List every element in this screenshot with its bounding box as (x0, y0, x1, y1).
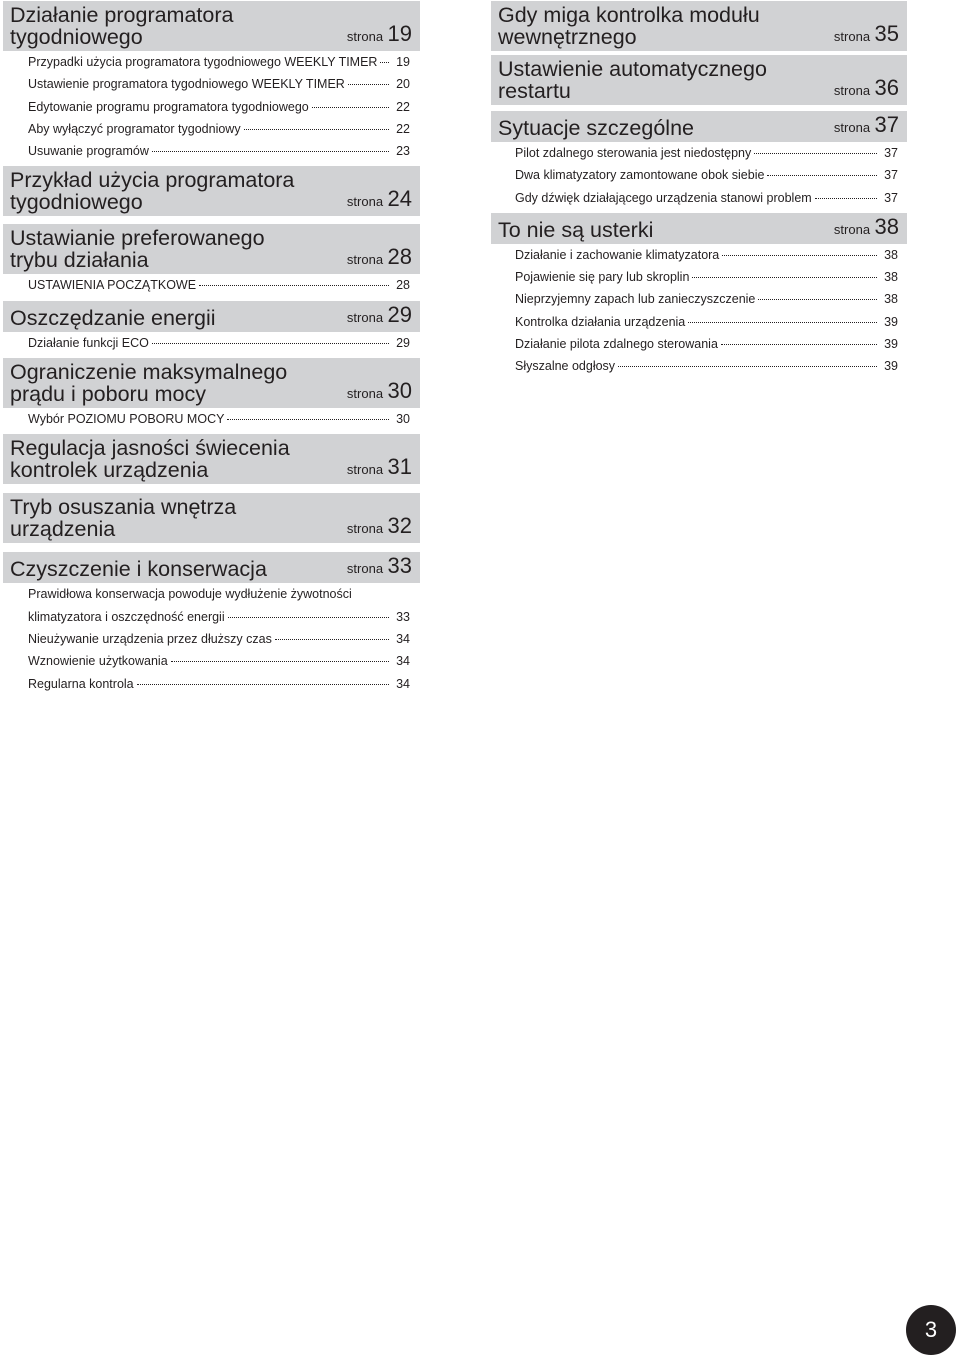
toc-section-header[interactable] (3, 1, 420, 51)
page-ref: 30 (387, 378, 412, 404)
toc-entry-label: Wybór POZIOMU POBORU MOCY (28, 412, 225, 427)
toc-entry-page: 38 (884, 247, 898, 262)
dot-leader (380, 62, 389, 63)
toc-entry-label: Nieużywanie urządzenia przez dłuższy czas (28, 631, 272, 646)
toc-entry-first-line[interactable]: Prawidłowa konserwacja powoduje wydłużenie żywotności (28, 587, 352, 602)
toc-entry-label: Nieprzyjemny zapach lub zanieczyszczenie (515, 292, 756, 307)
toc-entry-page: 39 (884, 337, 898, 352)
toc-section-title: Ograniczenie maksymalnego prądu i poboru mocy (10, 360, 288, 407)
strona-label: strona (346, 386, 384, 402)
toc-entry[interactable] (3, 650, 420, 672)
dot-leader (618, 366, 877, 367)
toc-entry-label: Kontrolka działania urządzenia (515, 314, 686, 329)
dot-leader (171, 661, 389, 662)
toc-section-title: Gdy miga kontrolka modułu wewnętrznego (498, 3, 760, 49)
toc-section-title: Ustawienie automatycznego restartu (498, 57, 767, 103)
dot-leader (199, 285, 389, 286)
toc-entry[interactable] (491, 311, 907, 333)
toc-section-header[interactable] (491, 111, 907, 142)
strona-label: strona (346, 29, 384, 44)
toc-section-title: To nie są usterki (498, 217, 654, 242)
toc-entry[interactable] (3, 408, 420, 430)
toc-entry[interactable] (3, 140, 420, 162)
toc-entry-label: Przypadki użycia programatora tygodniowego WEEKLY TIMER (28, 55, 378, 69)
toc-entry-page: 39 (884, 314, 898, 329)
toc-section-page (834, 77, 899, 102)
dot-leader (227, 419, 389, 420)
toc-entry-label: Działanie i zachowanie klimatyzatora (515, 247, 720, 262)
toc-entry-page: 22 (396, 121, 410, 136)
toc-entry[interactable] (491, 355, 907, 377)
toc-entry[interactable] (3, 274, 420, 296)
toc-entry-page: 20 (396, 77, 410, 92)
toc-entry[interactable] (491, 187, 907, 209)
toc-section-page (347, 515, 412, 540)
toc-section-title: Ustawianie preferowanego trybu działania (10, 226, 265, 273)
toc-entry[interactable] (3, 51, 420, 73)
toc-entry[interactable] (491, 164, 907, 186)
toc-section-header[interactable] (3, 434, 420, 484)
toc-section-page (347, 380, 412, 405)
toc-entry-page: 38 (884, 292, 898, 307)
page-ref: 29 (387, 301, 412, 327)
strona-label: strona (833, 29, 871, 44)
dot-leader (137, 684, 389, 685)
toc-left-column (3, 0, 420, 695)
toc-entry[interactable] (3, 73, 420, 95)
toc-entry-label: Działanie funkcji ECO (28, 335, 149, 350)
dot-leader (275, 639, 389, 640)
page-ref: 33 (387, 553, 412, 579)
toc-section-page (834, 23, 899, 48)
toc-entry-page: 30 (396, 412, 410, 427)
toc-section-page (834, 114, 899, 139)
toc-entry-label: Aby wyłączyć programator tygodniowy (28, 121, 241, 136)
toc-section-title: Przykład użycia programatora tygodniowego (10, 168, 295, 215)
strona-label: strona (346, 521, 384, 537)
toc-entry-page: 29 (396, 335, 410, 350)
toc-entry-label: Edytowanie programu programatora tygodniowego (28, 99, 309, 114)
toc-entry-label: Działanie pilota zdalnego sterowania (515, 337, 718, 352)
strona-label: strona (346, 252, 384, 268)
dot-leader (152, 343, 389, 344)
toc-section-header[interactable] (3, 166, 420, 216)
toc-entry[interactable] (3, 628, 420, 650)
dot-leader (244, 129, 389, 130)
toc-entry-label: Ustawienie programatora tygodniowego WEEKLY TIMER (28, 77, 345, 92)
strona-label: strona (833, 83, 871, 98)
toc-section-title: Oszczędzanie energii (10, 305, 216, 330)
toc-entry-label: Usuwanie programów (28, 144, 149, 159)
toc-section-header[interactable] (3, 493, 420, 543)
page-ref: 32 (387, 513, 412, 539)
dot-leader (815, 198, 877, 199)
toc-section-title: Działanie programatora tygodniowego (10, 3, 234, 49)
toc-entry-page: 34 (396, 631, 410, 646)
page-ref: 35 (874, 21, 899, 46)
toc-section-title: Sytuacje szczególne (498, 116, 694, 140)
toc-entry-page: 34 (396, 676, 410, 691)
toc-entry-label: Regularna kontrola (28, 676, 134, 691)
dot-leader (688, 322, 877, 323)
toc-entry-page: 22 (396, 99, 410, 114)
dot-leader (228, 617, 389, 618)
toc-entry-label: USTAWIENIA POCZĄTKOWE (28, 278, 197, 293)
toc-entry-page: 19 (396, 55, 410, 69)
toc-entry[interactable] (3, 118, 420, 140)
toc-entry-label: Dwa klimatyzatory zamontowane obok siebie (515, 168, 765, 183)
strona-label: strona (346, 309, 384, 325)
toc-section-page (347, 456, 412, 481)
dot-leader (152, 151, 389, 152)
dot-leader (767, 175, 877, 176)
dot-leader (758, 299, 877, 300)
toc-entry-page: 33 (396, 609, 410, 624)
toc-section-header[interactable] (491, 55, 907, 105)
page-ref: 19 (387, 21, 412, 46)
toc-entry-page: 28 (396, 278, 410, 293)
dot-leader (754, 153, 877, 154)
toc-section-page (347, 246, 412, 271)
toc-section-header[interactable] (3, 358, 420, 408)
toc-entry[interactable] (491, 142, 907, 164)
toc-entry-label: klimatyzatora i oszczędność energii (28, 609, 225, 624)
toc-section-header[interactable] (491, 213, 907, 244)
toc-entry[interactable] (491, 288, 907, 310)
toc-section-page (346, 301, 412, 329)
toc-entry-page: 37 (884, 190, 898, 205)
toc-entry[interactable] (3, 96, 420, 118)
toc-entry[interactable] (3, 606, 420, 628)
toc-section-header[interactable] (3, 224, 420, 274)
toc-entry-list (3, 51, 420, 162)
toc-section-title: Regulacja jasności świecenia kontrolek urządzenia (10, 436, 290, 483)
strona-label: strona (833, 221, 871, 237)
toc-section-page (347, 555, 412, 580)
toc-entry-page: 34 (396, 654, 410, 669)
dot-leader (312, 107, 389, 108)
page-ref: 28 (387, 244, 412, 270)
toc-entry-page: 37 (884, 168, 898, 183)
strona-label: strona (833, 120, 871, 135)
toc-entry-label: Gdy dźwięk działającego urządzenia stanowi problem (515, 190, 812, 205)
dot-leader (722, 255, 877, 256)
strona-label: strona (346, 462, 384, 478)
toc-entry-label: Słyszalne odgłosy (515, 359, 616, 374)
strona-label: strona (346, 561, 384, 577)
page-ref: 31 (387, 454, 412, 480)
dot-leader (348, 84, 389, 85)
page-ref: 36 (874, 75, 899, 100)
strona-label: strona (346, 194, 384, 210)
toc-entry[interactable] (491, 333, 907, 355)
toc-entry-label: Pilot zdalnego sterowania jest niedostępny (515, 146, 752, 160)
toc-section-header[interactable] (491, 1, 907, 51)
toc-entry[interactable] (3, 673, 420, 695)
toc-section-title: Tryb osuszania wnętrza urządzenia (10, 495, 237, 542)
toc-section-page (347, 23, 412, 48)
toc-section-header[interactable] (3, 301, 420, 332)
toc-entry-page: 39 (884, 359, 898, 374)
toc-right-column (491, 0, 907, 378)
toc-entry-label: Wznowienie użytkowania (28, 654, 168, 669)
page-ref: 37 (874, 112, 899, 137)
toc-entry-page: 23 (396, 144, 410, 159)
page-number-badge: 3 (906, 1305, 956, 1355)
page-ref: 24 (387, 186, 412, 212)
toc-entry[interactable] (3, 332, 420, 354)
toc-entry-page: 37 (884, 146, 898, 160)
toc-section-header[interactable] (3, 552, 420, 583)
dot-leader (692, 277, 877, 278)
toc-entry[interactable] (491, 244, 907, 266)
toc-section-page (347, 188, 412, 213)
toc-section-page (833, 213, 899, 241)
dot-leader (721, 344, 877, 345)
page-ref: 38 (874, 213, 899, 239)
toc-entry-label: Pojawienie się pary lub skroplin (515, 270, 690, 285)
toc-entry[interactable] (491, 266, 907, 288)
toc-section-title: Czyszczenie i konserwacja (10, 557, 267, 582)
toc-entry-page: 38 (884, 270, 898, 285)
